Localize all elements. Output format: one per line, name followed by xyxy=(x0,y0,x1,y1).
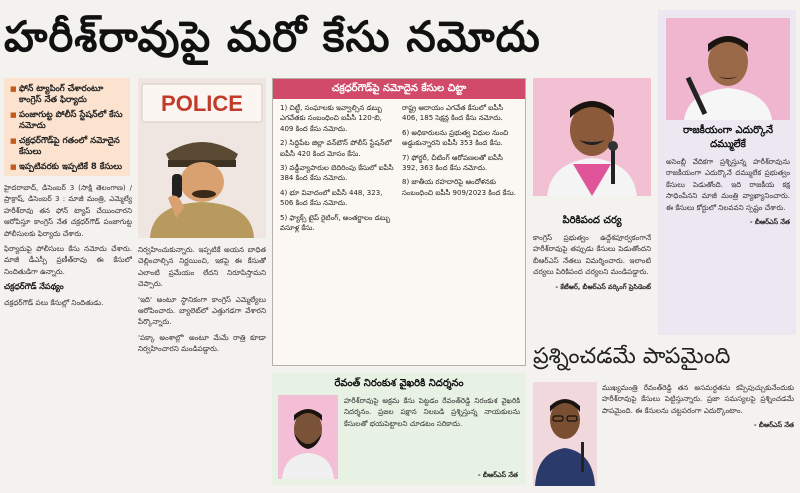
kicker-box xyxy=(4,78,130,176)
case-item: 5) ఫ్యాక్స్ టైప్ రైటింగ్, అంతర్జాలం డబ్బు వసూళ్ల కేసు. xyxy=(280,213,391,233)
article-subhead: చక్రధర్‌గౌడ్ నేపథ్యం xyxy=(4,282,64,292)
sidebar-text xyxy=(666,156,790,332)
article-paragraph: చక్రధర్‌గౌడ్‌ పలు కేసుల్లో నిందితుడు. xyxy=(4,297,104,307)
quote-box xyxy=(272,373,526,485)
article-paragraph: నిర్వహించుకున్నారు. ఇప్పటికే అయన బాధిత చెల్లించాల్సిన నిర్ణయించి, ఇకపై ఈ కేసుతో ఎలాంటి ప్రమేయం లేదని నిరూపిస్తామని చెప్పారు. xyxy=(138,245,266,289)
case-item: 8) జాతీయ రహదారిపై ఆందోళనకు సంబంధించి ఐపీసీ 909/2023 కింద కేసు. xyxy=(402,178,516,197)
article-paragraph: 'పక్కా అంశాల్లో' అంటూ మేమే రాత్రి కూడా నిర్వహించారని మండిపడ్డారు. xyxy=(138,332,266,354)
case-item: 2) సిద్దిపేట జిల్లా వన్‌టౌన్ పోలీస్ స్టేషన్‌లో ఐపీసీ 420 కింద మోసం కేసు. xyxy=(280,139,392,158)
case-list-title: చక్రధర్‌గౌడ్‌పై నమోదైన కేసుల చిట్టా xyxy=(273,79,525,99)
case-item: 6) అధికారులను ప్రభుత్వ విధుల నుంచి అడ్డుకున్నారని ఐపీసీ 353 కింద కేసు. xyxy=(402,128,509,148)
kicker-item: ■ ఇప్పటివరకు ఇప్పటికే 8 కేసులు xyxy=(10,162,124,173)
bearded-leader-photo xyxy=(278,395,338,479)
case-list-left xyxy=(277,103,399,237)
sidebar-heading: రాజకీయంగా ఎదుర్కొనే దమ్ములేకే xyxy=(682,125,774,150)
speaker-portrait-photo xyxy=(666,18,790,120)
article-paragraph: ఫిర్యాదుపై పోలీసులు కేసు నమోదు చేశారు. మాజీ డీఎస్పీ ప్రణీత్‌రావు ఈ కేసులో నిందితుడిగా ఉన్నారు. xyxy=(4,244,132,276)
article-paragraph: హైదరాబాద్, డిసెంబర్ 3 (సాక్షి తెలంగాణ) / ప్రాక్రాష్, డిసెంబర్ 3 : మాజీ మంత్రి, ఎమ్మెల్యే హరీశ్‌రావు తన ఫోన్ ట్యాప్ చేయించారని ఆరోపిస్తూ కాంగ్రెస్ నేత చక్రధర్‌గౌడ్ పంజాగుట్ట పోలీసులకు ఫిర్యాదు చేశారు. xyxy=(4,183,132,238)
case-item: 3) వడ్డీవ్యాపారుల బెదిరింపు కేసులో ఐపీసీ 384 కింద కేసు నమోదు. xyxy=(280,164,394,183)
portrait-caption: పిరికిపంద చర్య xyxy=(562,215,622,226)
police-officer-photo xyxy=(138,78,266,238)
case-list-right xyxy=(399,103,521,237)
statement-text xyxy=(602,382,794,488)
statement-paragraph: ముఖ్యమంత్రి రేవంత్‌రెడ్డి తన అసమర్థతను కప్పిపుచ్చుకునేందుకు హరీశ్‌రావుపై కేసులు పెట్టిస్తున్నారు. ప్రజా సమస్యలపై ప్రశ్నించడమే పాపమైంది. ఈ కేసులను చట్టపరంగా ఎదుర్కొంటాం. xyxy=(602,383,794,415)
reaction-signoff: - కేటీఆర్, బీఆర్‌ఎస్ వర్కింగ్ ప్రెసిడెంట్ xyxy=(555,282,651,291)
quote-paragraph: హరీశ్‌రావుపై అక్రమ కేసు పెట్టడం రేవంత్‌రెడ్డి నిరంకుశ వైఖరికి నిదర్శనం. ప్రజల పక్షాన నిలబడి ప్రశ్నిస్తున్న నాయకులను కేసులతో భయపెట్టాలని చూడటం సరికాదు. xyxy=(344,396,520,428)
quote-signoff: - బీఆర్‌ఎస్ నేత xyxy=(477,471,518,479)
leader-portrait-photo xyxy=(533,78,651,196)
article-column-1 xyxy=(4,182,132,488)
kicker-item: ■ చక్రధర్‌గౌడ్‌పై గతంలో నమోదైన కేసులు xyxy=(10,136,124,158)
reaction-text xyxy=(533,232,651,336)
article-column-2 xyxy=(138,244,266,488)
reaction-paragraph: కాంగ్రెస్ ప్రభుత్వం ఉద్దేశపూర్వకంగానే హరీశ్‌రావుపై తప్పుడు కేసులు పెడుతోందని బీఆర్‌ఎస్ నేతలు విమర్శించారు. ఇలాంటి చర్యలు పిరికిపంద చర్యలని మండిపడ్డారు. xyxy=(533,233,651,277)
case-item: 1) చిట్టీ, సంఘాలకు ఇవ్వాల్సిన డబ్బు ఎగవేతకు సంబంధించి ఐపీసీ 120-బి, 409 కింద కేసు నమోదు. xyxy=(280,104,382,133)
kicker-item: ■ ఫోన్ ట్యాపింగ్ చేశారంటూ కాంగ్రెస్ నేత ఫిర్యాదు xyxy=(10,84,124,106)
big-heading: ప్రశ్నించడమే పాపమైంది xyxy=(533,344,731,369)
sidebar-signoff: - బీఆర్‌ఎస్ నేత xyxy=(749,218,790,227)
case-item: రాష్ట్ర ఆదాయం ఎగవేత కేసులో ఐపీసీ 406, 185 సెక్షన్ల కింద కేసు నమోదు. xyxy=(402,104,504,123)
case-item: 4) భూ వివాదంలో ఐపీసీ 448, 323, 506 కింద కేసు నమోదు. xyxy=(280,188,383,208)
article-paragraph: 'ఇది' అంటూ స్థానికంగా కాంగ్రెస్ ఎమ్మెల్యేలు ఆరోపించారు. బ్యాలెట్‌లో ఎత్తుగడగా వేశారని పేర్కొన్నారు. xyxy=(138,294,266,327)
headline: హరీశ్‌రావుపై మరో కేసు నమోదు xyxy=(4,12,541,61)
statement-signoff: - బీఆర్‌ఎస్ నేత xyxy=(753,421,794,430)
case-item: 7) ఫోర్జరీ, చీటింగ్ ఆరోపణలతో ఐపీసీ 392, 363 కింద కేసు నమోదు. xyxy=(402,153,503,173)
kicker-item: ■ పంజాగుట్ట పోలీస్ స్టేషన్‌లో కేసు నమోదు xyxy=(10,110,124,132)
quote-title: రేవంత్ నిరంకుశ వైఖరికి నిదర్శనం xyxy=(334,378,464,389)
spokesperson-photo xyxy=(533,382,597,486)
police-sign-text: POLICE xyxy=(161,91,243,116)
case-list-box xyxy=(272,78,526,366)
sidebar-paragraph: అసెంబ్లీ వేదికగా ప్రశ్నిస్తున్న హరీశ్‌రావును రాజకీయంగా ఎదుర్కొనే దమ్ములేక ప్రభుత్వం కేసులు పెడుతోంది. ఇది రాజకీయ కక్ష సాధింపేనని మాజీ మంత్రి వ్యాఖ్యానించారు. ఈ కేసులు కోర్టులో నిలవవని స్పష్టం చేశారు. xyxy=(666,157,790,212)
quote-text xyxy=(344,395,520,469)
